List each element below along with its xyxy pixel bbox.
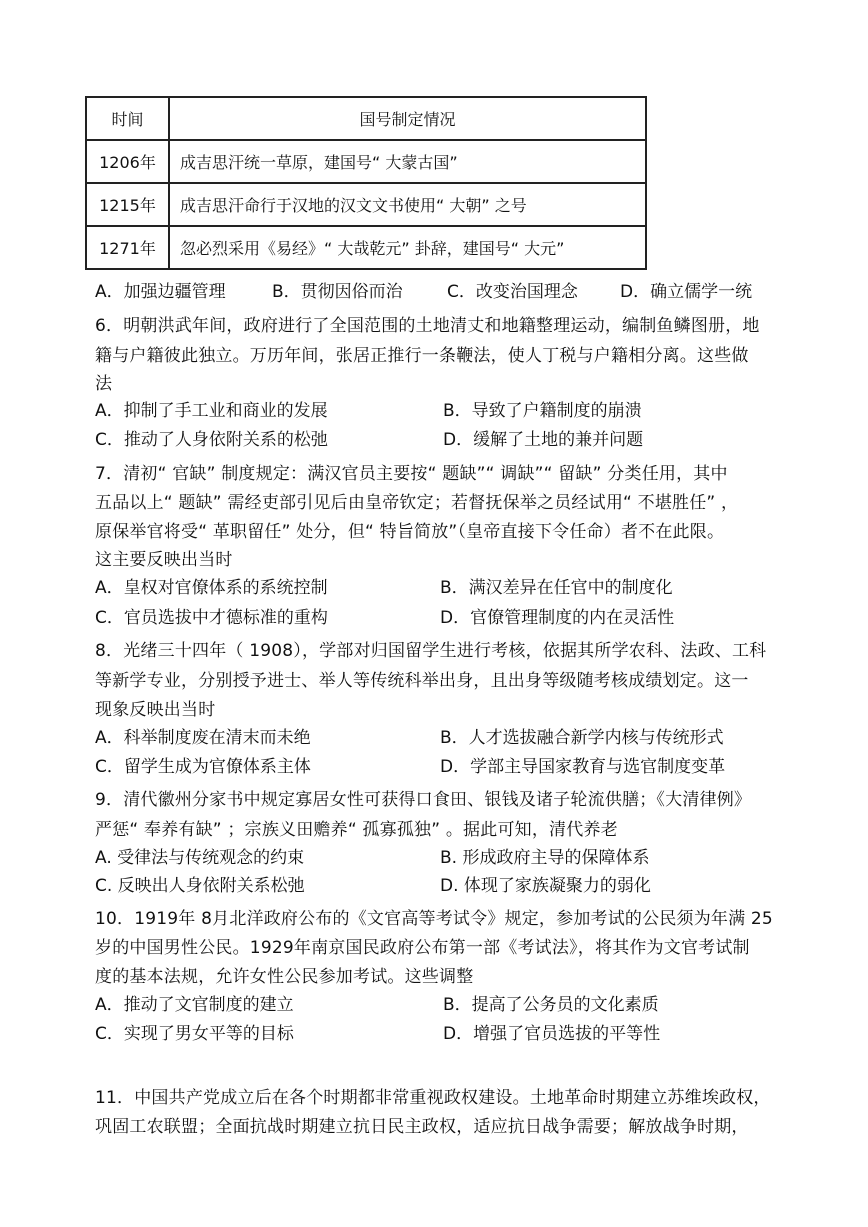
q6-option-a: A．抑制了手工业和商业的发展 [95,401,328,421]
q7-option-d: D．官僚管理制度的内在灵活性 [440,608,675,628]
q9-option-a: A. 受律法与传统观念的约束 [95,848,305,868]
table-cell-year: 1215年 [86,183,169,226]
q7-stem-line: 原保举官将受“ 革职留任” 处分，但“ 特旨简放”（皇帝直接下令任命）者不在此限。 [95,522,725,542]
q5-option-c: C．改变治国理念 [447,282,578,302]
q9-option-d: D. 体现了家族凝聚力的弱化 [440,876,651,896]
q8-option-d: D．学部主导国家教育与选官制度变革 [440,757,726,777]
q8-option-a: A．科举制度废在清末而未绝 [95,728,311,748]
table-row [86,140,646,183]
q6-stem-line: 法 [95,374,113,394]
q7-stem-line: 五品以上“ 题缺” 需经吏部引见后由皇帝钦定；若督抚保举之员经试用“ 不堪胜任” ， [95,493,739,513]
table-cell-year: 1271年 [86,226,169,269]
q8-stem-line: 等新学专业，分别授予进士、举人等传统科举出身，且出身等级随考核成绩划定。这一 [95,671,749,691]
q8-option-c: C．留学生成为官僚体系主体 [95,757,311,777]
q10-stem-line: 度的基本法规，允许女性公民参加考试。这些调整 [95,967,474,987]
q6-option-d: D．缓解了土地的兼并问题 [443,430,644,450]
q9-option-c: C. 反映出人身依附关系松弛 [95,876,305,896]
q10-stem-line: 10．1919年 8月北洋政府公布的《文官高等考试令》规定，参加考试的公民须为年满 25 [95,909,773,929]
q6-stem-line: 6．明朝洪武年间，政府进行了全国范围的土地清丈和地籍整理运动，编制鱼鳞图册，地 [95,316,760,336]
q10-option-c: C．实现了男女平等的目标 [95,1024,294,1044]
table-cell-text: 成吉思汗统一草原，建国号“ 大蒙古国” [169,140,646,183]
q10-option-d: D．增强了官员选拔的平等性 [443,1024,661,1044]
q5-option-a: A．加强边疆管理 [95,282,226,302]
q7-option-c: C．官员选拔中才德标准的重构 [95,608,328,628]
q7-stem-line: 7．清初“ 官缺” 制度规定：满汉官员主要按“ 题缺”“ 调缺”“ 留缺” 分类任用，其中 [95,464,728,484]
q5-option-d: D．确立儒学一统 [620,282,753,302]
table-row [86,226,646,269]
q6-option-b: B．导致了户籍制度的崩溃 [443,401,642,421]
table-cell-year: 1206年 [86,140,169,183]
table-header-row [86,97,646,140]
q9-stem-line: 严惩“ 奉养有缺” ；宗族义田赡养“ 孤寡孤独” 。据此可知，清代养老 [95,820,618,840]
q7-option-b: B．满汉差异在任官中的制度化 [440,578,673,598]
q11-stem-line: 11．中国共产党成立后在各个时期都非常重视政权建设。土地革命时期建立苏维埃政权， [95,1088,771,1108]
table-header-time: 时间 [86,97,169,140]
q6-option-c: C．推动了人身依附关系的松弛 [95,430,328,450]
q11-stem-line: 巩固工农联盟；全面抗战时期建立抗日民主政权，适应抗日战争需要；解放战争时期， [95,1117,749,1137]
national-title-table [85,96,647,270]
q10-option-b: B．提高了公务员的文化素质 [443,995,659,1015]
q10-option-a: A．推动了文官制度的建立 [95,995,294,1015]
q8-stem-line: 8．光绪三十四年（ 1908），学部对归国留学生进行考核，依据其所学农科、法政、工科 [95,641,767,661]
table-row [86,183,646,226]
q6-stem-line: 籍与户籍彼此独立。万历年间，张居正推行一条鞭法，使人丁税与户籍相分离。这些做 [95,346,749,366]
q8-stem-line: 现象反映出当时 [95,700,216,720]
table-cell-text: 成吉思汗命行于汉地的汉文文书使用“ 大朝” 之号 [169,183,646,226]
q5-option-b: B．贯彻因俗而治 [272,282,403,302]
q7-stem-line: 这主要反映出当时 [95,550,233,570]
q7-option-a: A．皇权对官僚体系的系统控制 [95,578,328,598]
q9-option-b: B. 形成政府主导的保障体系 [440,848,650,868]
table-cell-text: 忽必烈采用《易经》“ 大哉乾元” 卦辞，建国号“ 大元” [169,226,646,269]
q9-stem-line: 9．清代徽州分家书中规定寡居女性可获得口食田、银钱及诸子轮流供膳；《大清律例》 [95,790,752,810]
table-header-content: 国号制定情况 [169,97,646,140]
q8-option-b: B．人才选拔融合新学内核与传统形式 [440,728,724,748]
q10-stem-line: 岁的中国男性公民。1929年南京国民政府公布第一部《考试法》，将其作为文官考试制 [95,938,750,958]
